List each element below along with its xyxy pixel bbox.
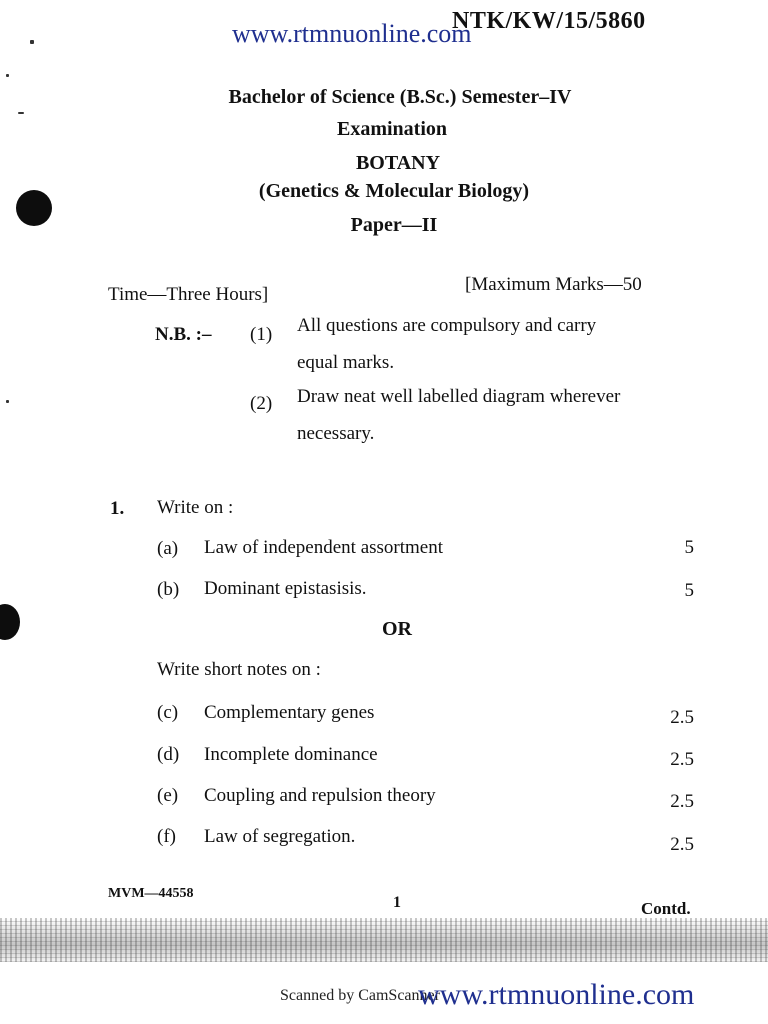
time-allowed: Time—Three Hours] — [108, 284, 269, 305]
part-marks: 2.5 — [670, 834, 694, 855]
part-text: Complementary genes — [204, 702, 375, 723]
subject-title: BOTANY — [355, 152, 441, 174]
watermark-bottom: www.rtmnuonline.com — [418, 978, 695, 1011]
scan-speck — [6, 74, 9, 77]
nb-item-text: necessary. — [297, 423, 375, 444]
scan-speck — [6, 400, 9, 403]
scan-speck — [18, 112, 24, 114]
question-title: Write on : — [157, 497, 234, 518]
part-text: Coupling and repulsion theory — [204, 785, 436, 806]
nb-item-number: (1) — [250, 324, 273, 345]
exam-label: Examination — [336, 118, 448, 140]
continued-label: Contd. — [641, 899, 691, 918]
part-text: Law of independent assortment — [204, 537, 444, 558]
degree-title: Bachelor of Science (B.Sc.) Semester–IV — [228, 86, 572, 108]
part-label: (f) — [157, 826, 176, 847]
nb-item-text: Draw neat well labelled diagram wherever — [297, 386, 621, 407]
part-label: (e) — [157, 785, 179, 806]
part-text: Law of segregation. — [204, 826, 356, 847]
nb-item-number: (2) — [250, 393, 273, 414]
part-marks: 2.5 — [670, 707, 694, 728]
or-separator: OR — [382, 618, 412, 640]
part-marks: 2.5 — [670, 749, 694, 770]
part-marks: 5 — [684, 580, 694, 601]
maximum-marks: [Maximum Marks—50 — [465, 274, 642, 295]
part-marks: 2.5 — [670, 791, 694, 812]
scanner-credit: Scanned by CamScanner — [280, 987, 440, 1004]
part-label: (b) — [157, 579, 180, 600]
part-label: (c) — [157, 702, 179, 723]
part-text: Incomplete dominance — [204, 744, 378, 765]
page-number: 1 — [393, 894, 401, 911]
part-label: (a) — [157, 538, 179, 559]
scan-noise-band — [0, 918, 768, 962]
scan-speck — [30, 40, 34, 44]
watermark-top: www.rtmnuonline.com — [232, 19, 472, 48]
part-label: (d) — [157, 744, 180, 765]
nb-label: N.B. :– — [155, 324, 212, 345]
nb-item-text: All questions are compulsory and carry — [297, 315, 597, 336]
part-marks: 5 — [684, 537, 694, 558]
question-number: 1. — [110, 498, 125, 519]
subject-subtitle: (Genetics & Molecular Biology) — [258, 180, 530, 202]
footer-code: MVM—44558 — [108, 886, 194, 901]
alt-question-title: Write short notes on : — [157, 659, 321, 680]
paper-code: NTK/KW/15/5860 — [452, 8, 646, 34]
paper-number: Paper—II — [350, 214, 438, 236]
nb-item-text: equal marks. — [297, 352, 395, 373]
part-text: Dominant epistasisis. — [204, 578, 367, 599]
